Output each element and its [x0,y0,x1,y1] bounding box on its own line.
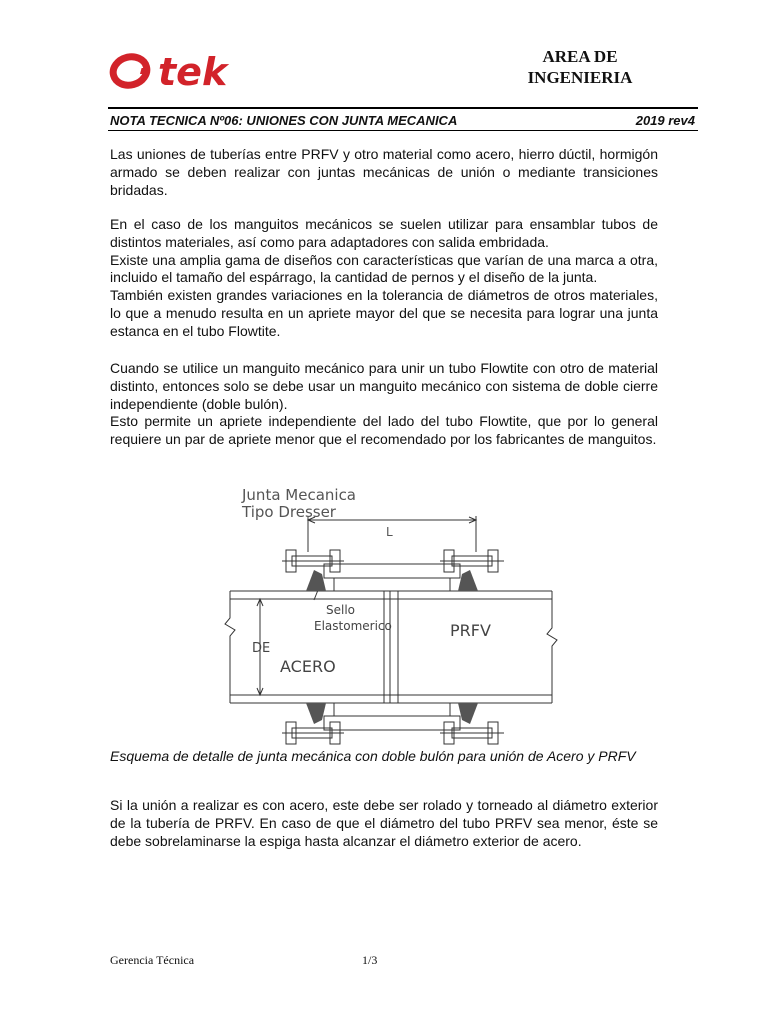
paragraph-group-3 [110,360,658,449]
paragraph-group-4 [110,797,658,850]
paragraph-4: También existen grandes variaciones en la tolerancia de diámetros de otros materiales, lo que a menudo resulta en un apriete mayor del que se necesita para lograr una junta estanca en el tubo Flowtite. [110,287,658,339]
figure-caption: Esquema de detalle de junta mecánica con doble bulón para unión de Acero y PRFV [110,748,636,764]
label-prfv: PRFV [450,621,491,640]
paragraph-2: En el caso de los manguitos mecánicos se suelen utilizar para ensamblar tubos de distintos materiales, así como para adaptadores con salida embridada. [110,216,658,250]
paragraph-6: Esto permite un apriete independiente del lado del tubo Flowtite, que por lo general requiere un par de apriete menor que el recomendado por los fabricantes de manguitos. [110,413,658,448]
header-rule-top [108,107,698,109]
area-heading [500,46,660,88]
paragraph-5: Cuando se utilice un manguito mecánico para unir un tubo Flowtite con otro de material distinto, entonces solo se debe usar un manguito mecánico con sistema de doble cierre independiente (doble bulón). [110,360,658,412]
seal-top-left [306,570,326,591]
label-de: DE [252,641,271,656]
note-year-rev: 2019 rev4 [635,113,695,128]
label-l: L [386,525,393,539]
paragraph-7: Si la unión a realizar es con acero, este debe ser rolado y torneado al diámetro exterior de la tubería de PRFV. En caso de que el diámetro del tubo PRFV sea menor, éste se debe sobrelaminarse la espiga hasta alcanzar el diámetro exterior de acero. [110,797,658,849]
footer-department: Gerencia Técnica [110,953,195,967]
label-elastomerico: Elastomerico [314,619,392,633]
otek-logo [108,44,248,94]
paragraph-group-2 [110,216,658,341]
footer-page-number: 1/3 [362,953,378,967]
note-title: NOTA TECNICA Nº06: UNIONES CON JUNTA MECANICA [110,113,458,128]
paragraph-1-text: Las uniones de tuberías entre PRFV y otro material como acero, hierro dúctil, hormigón armado se deben realizar con juntas mecánicas de unión o mediante transiciones bridadas. [110,146,658,198]
area-line2: INGENIERIA [527,68,633,87]
label-acero: ACERO [280,657,336,676]
logo-text: tek [158,50,228,94]
seal-top-right [458,570,478,591]
diagram-title-line1: Junta Mecanica [242,486,357,504]
header-rule-bottom [108,130,698,131]
paragraph-3: Existe una amplia gama de diseños con características que varían de una marca a otra, incluido el tamaño del espárrago, la cantidad de pernos y el diseño de la junta. [110,251,658,286]
joint-diagram [222,478,558,746]
label-sello: Sello [326,603,356,617]
seal-bottom-left [306,703,326,724]
diagram-title-line2: Tipo Dresser [242,503,336,521]
paragraph-1 [110,146,658,199]
seal-bottom-right [458,703,478,724]
area-line1: AREA DE [542,47,618,66]
